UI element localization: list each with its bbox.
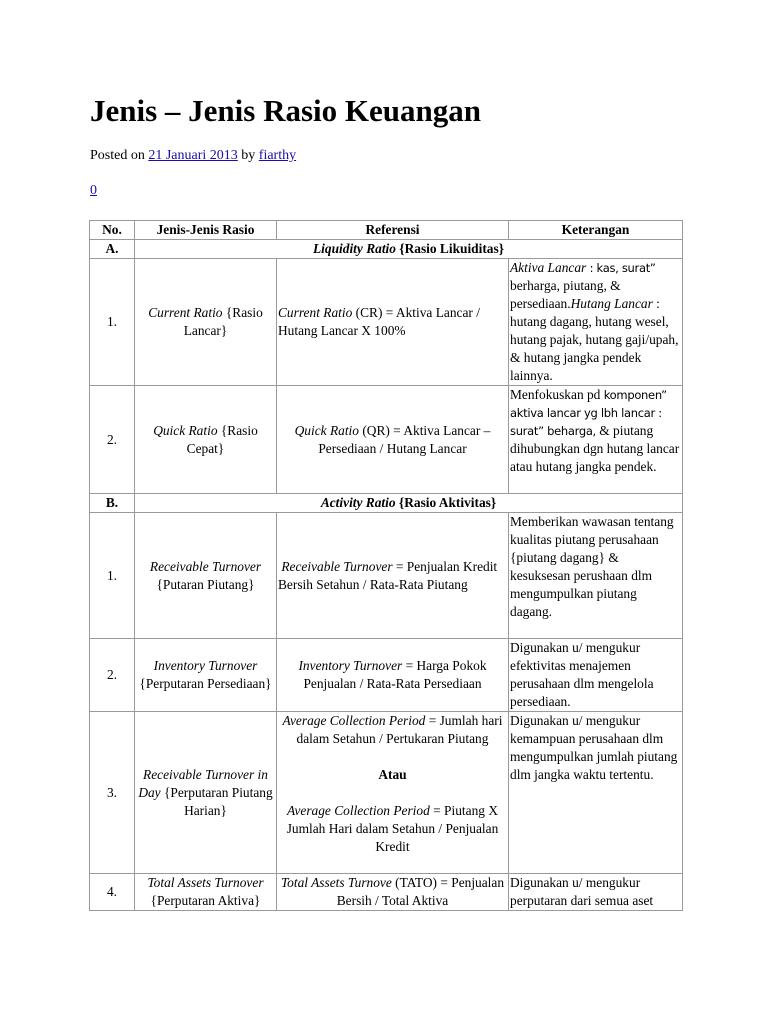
- table-row: [90, 386, 683, 494]
- row-number: 4.: [90, 874, 135, 911]
- ratio-description: Aktiva Lancar : kas, surat” berharga, piutang, & persediaan.Hutang Lancar : hutang dagang, hutang wesel, hutang pajak, hutang gaji/upah, & hutang jangka pendek lainnya.: [509, 259, 683, 386]
- table-row: [90, 639, 683, 712]
- ratio-reference: Average Collection Period = Jumlah hari dalam Setahun / Pertukaran Piutang Atau Average Collection Period = Piutang X Jumlah Hari dalam Setahun / Penjualan Kredit: [277, 712, 509, 874]
- comments: [90, 183, 97, 199]
- row-number: 2.: [90, 386, 135, 494]
- section-title: Liquidity Ratio {Rasio Likuiditas}: [135, 240, 683, 259]
- posted-on-label: Posted on: [90, 148, 145, 163]
- ratio-name: Inventory Turnover {Perputaran Persediaan}: [135, 639, 277, 712]
- ratio-reference: Receivable Turnover = Penjualan Kredit Bersih Setahun / Rata-Rata Piutang: [277, 513, 509, 639]
- row-number: 1.: [90, 513, 135, 639]
- ratio-description: Digunakan u/ mengukur efektivitas menajemen perusahaan dlm mengelola persediaan.: [509, 639, 683, 712]
- section-row-activity: [90, 494, 683, 513]
- ratio-description: Menfokuskan pd komponen” aktiva lancar yg lbh lancar : surat” beharga, & piutang dihubungkan dgn hutang lancar atau hutang jangka pendek.: [509, 386, 683, 494]
- section-title: Activity Ratio {Rasio Aktivitas}: [135, 494, 683, 513]
- ratio-reference: Inventory Turnover = Harga Pokok Penjualan / Rata-Rata Persediaan: [277, 639, 509, 712]
- ratio-name: Quick Ratio {Rasio Cepat}: [135, 386, 277, 494]
- ratio-name: Receivable Turnover {Putaran Piutang}: [135, 513, 277, 639]
- post-meta: [90, 148, 296, 164]
- ratio-name: Total Assets Turnover {Perputaran Aktiva}: [135, 874, 277, 911]
- row-number: 3.: [90, 712, 135, 874]
- ratio-description: Memberikan wawasan tentang kualitas piutang perusahaan {piutang dagang} & kesuksesan perushaan dlm mengumpulkan piutang dagang.: [509, 513, 683, 639]
- header-referensi: Referensi: [277, 221, 509, 240]
- ratio-table: [89, 220, 683, 911]
- table-row: [90, 874, 683, 911]
- section-row-liquidity: [90, 240, 683, 259]
- section-label: B.: [90, 494, 135, 513]
- comments-count-link[interactable]: 0: [90, 183, 97, 198]
- or-label: Atau: [378, 767, 407, 782]
- post-date-link[interactable]: 21 Januari 2013: [148, 148, 238, 163]
- table-row: [90, 712, 683, 874]
- table-row: [90, 259, 683, 386]
- ratio-description: Digunakan u/ mengukur kemampuan perusahaan dlm mengumpulkan jumlah piutang dlm jangka waktu tertentu.: [509, 712, 683, 874]
- ratio-reference: Quick Ratio (QR) = Aktiva Lancar – Persediaan / Hutang Lancar: [277, 386, 509, 494]
- ratio-name: Receivable Turnover in Day {Perputaran Piutang Harian}: [135, 712, 277, 874]
- header-jenis: Jenis-Jenis Rasio: [135, 221, 277, 240]
- ratio-reference: Total Assets Turnove (TATO) = Penjualan Bersih / Total Aktiva: [277, 874, 509, 911]
- row-number: 1.: [90, 259, 135, 386]
- row-number: 2.: [90, 639, 135, 712]
- ratio-description: Digunakan u/ mengukur perputaran dari semua aset: [509, 874, 683, 911]
- header-no: No.: [90, 221, 135, 240]
- table-row: [90, 513, 683, 639]
- section-label: A.: [90, 240, 135, 259]
- ratio-name: Current Ratio {Rasio Lancar}: [135, 259, 277, 386]
- table-header-row: [90, 221, 683, 240]
- ratio-reference: Current Ratio (CR) = Aktiva Lancar / Hutang Lancar X 100%: [277, 259, 509, 386]
- page-title: Jenis – Jenis Rasio Keuangan: [90, 93, 482, 128]
- by-label: by: [241, 148, 256, 163]
- header-keterangan: Keterangan: [509, 221, 683, 240]
- author-link[interactable]: fiarthy: [258, 148, 297, 163]
